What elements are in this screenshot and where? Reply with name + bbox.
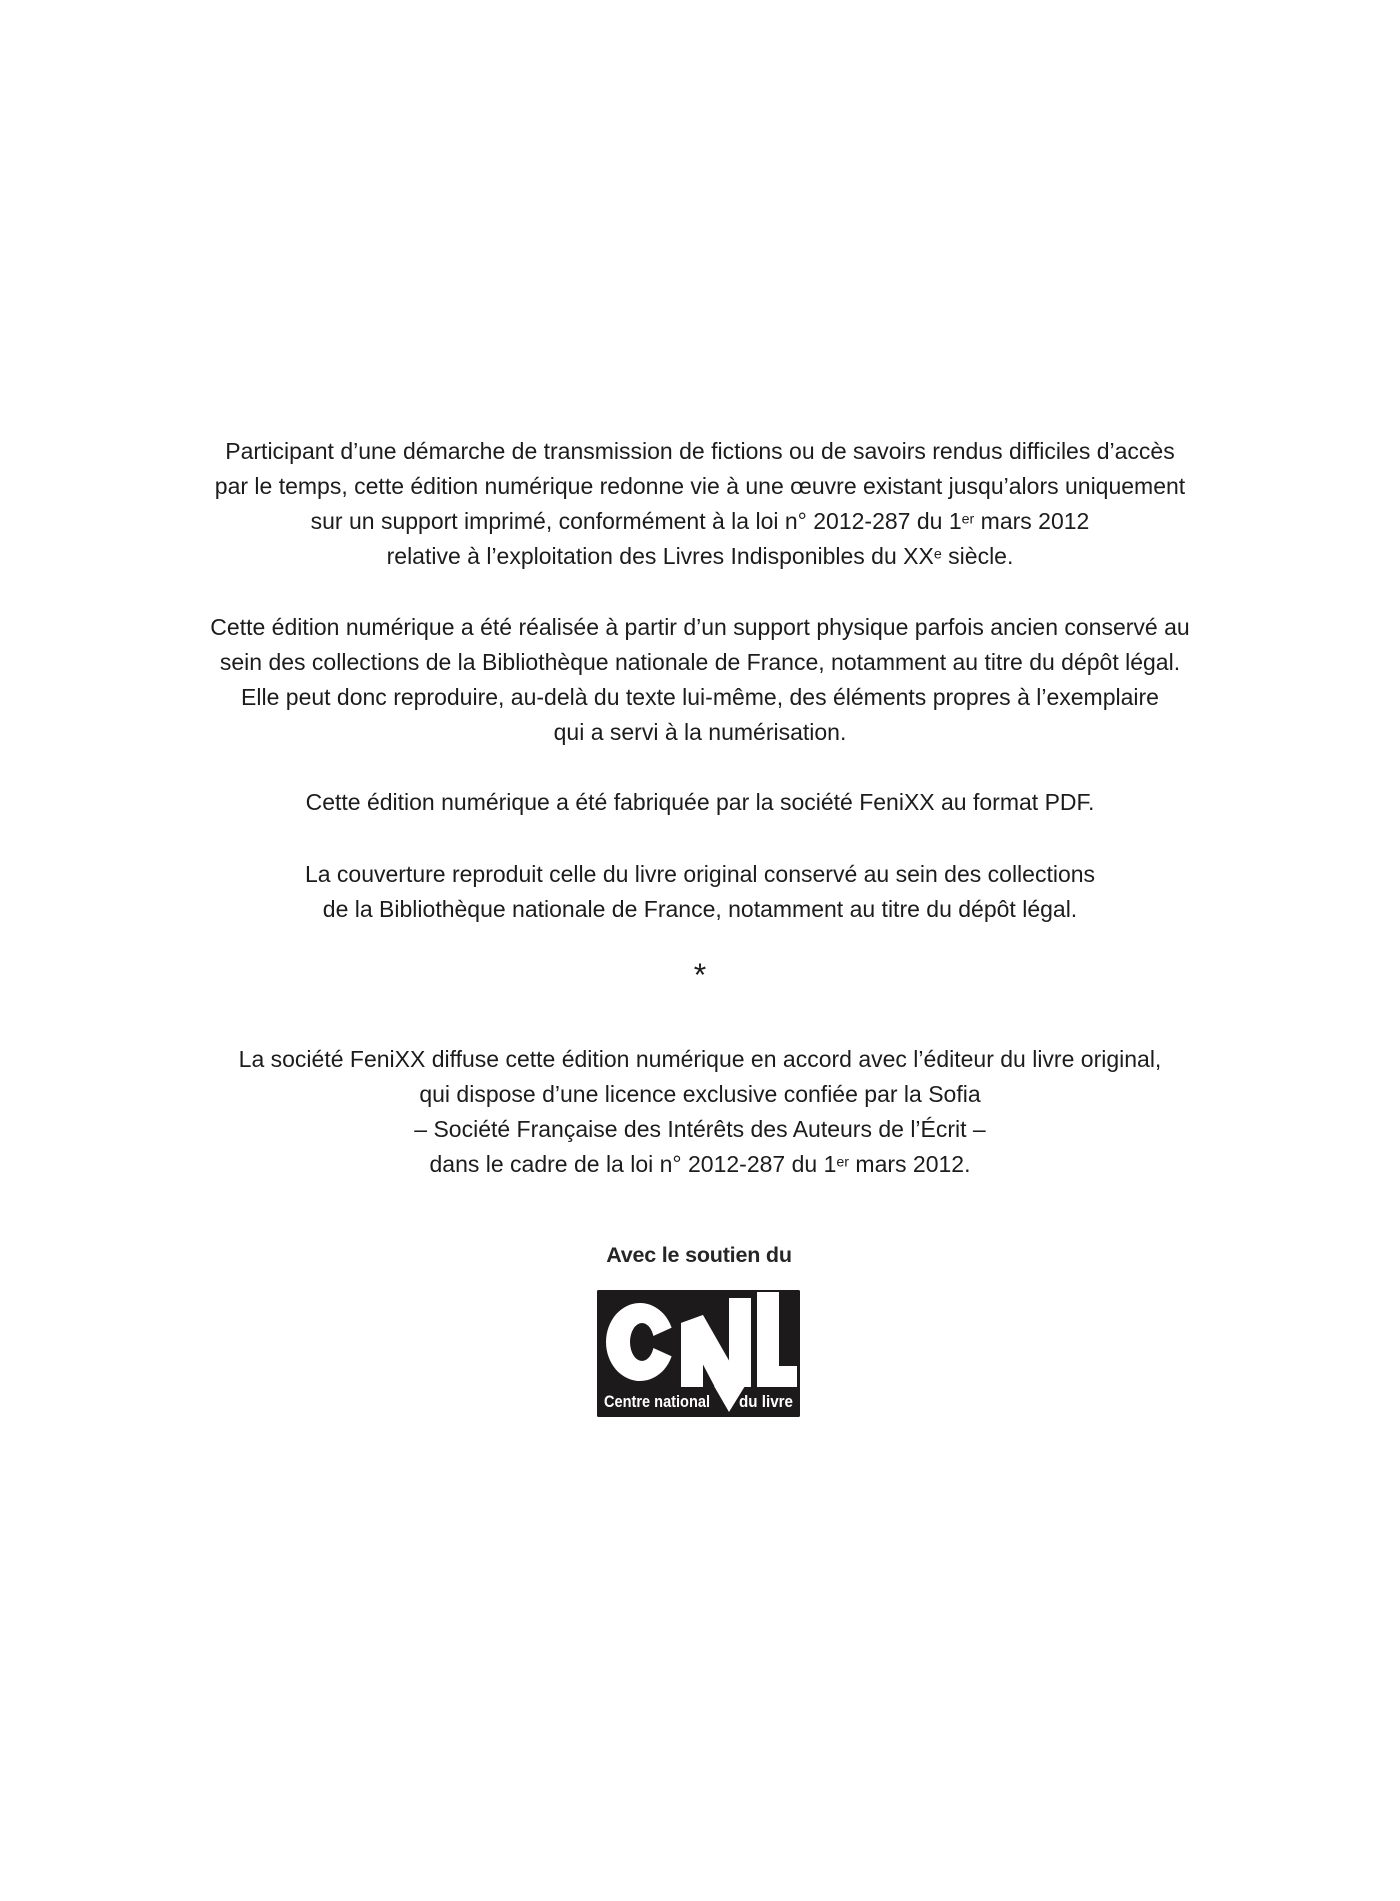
asterisk-separator <box>0 955 1400 995</box>
notice-line: de la Bibliothèque nationale de France, notamment au titre du dépôt légal. <box>322 896 1078 922</box>
notice-line: Elle peut donc reproduire, au-delà du texte lui-même, des éléments propres à l’exemplaire <box>241 684 1159 710</box>
paragraph-diffusion <box>0 1042 1400 1182</box>
notice-line: qui a servi à la numérisation. <box>553 719 847 745</box>
paragraph-cover <box>0 857 1400 927</box>
notice-line: – Société Française des Intérêts des Auteurs de l’Écrit – <box>414 1116 986 1142</box>
notice-line: dans le cadre de la loi n° 2012-287 du 1er mars 2012. <box>429 1151 971 1177</box>
paragraph-fabrication <box>0 785 1400 820</box>
cnl-letter-n-right-stem <box>729 1298 751 1387</box>
cnl-caption-left: Centre national <box>604 1392 710 1411</box>
notice-line: Cette édition numérique a été réalisée à partir d’un support physique parfois ancien conservé au <box>210 614 1190 640</box>
notice-line: sur un support imprimé, conformément à la loi n° 2012-287 du 1er mars 2012 <box>310 508 1090 534</box>
paragraph-legal-context <box>0 434 1400 574</box>
notice-line: par le temps, cette édition numérique redonne vie à une œuvre existant jusqu’alors uniquement <box>214 473 1186 499</box>
notice-line: relative à l’exploitation des Livres Indisponibles du XXe siècle. <box>386 543 1014 569</box>
paragraph-source-copy <box>0 610 1400 750</box>
notice-line: sein des collections de la Bibliothèque nationale de France, notamment au titre du dépôt légal. <box>219 649 1181 675</box>
support-caption: Avec le soutien du <box>606 1243 792 1267</box>
notice-line: La société FeniXX diffuse cette édition numérique en accord avec l’éditeur du livre original, <box>238 1046 1162 1072</box>
notice-line: qui dispose d’une licence exclusive confiée par la Sofia <box>419 1081 981 1107</box>
notice-line: Participant d’une démarche de transmission de fictions ou de savoirs rendus difficiles d’accès <box>225 438 1175 464</box>
asterisk-glyph: * <box>693 957 707 993</box>
notice-line: Cette édition numérique a été fabriquée par la société FeniXX au format PDF. <box>305 789 1095 815</box>
cnl-caption-right: du livre <box>739 1392 793 1411</box>
notice-line: La couverture reproduit celle du livre original conservé au sein des collections <box>304 861 1096 887</box>
cnl-logo <box>597 1290 800 1417</box>
